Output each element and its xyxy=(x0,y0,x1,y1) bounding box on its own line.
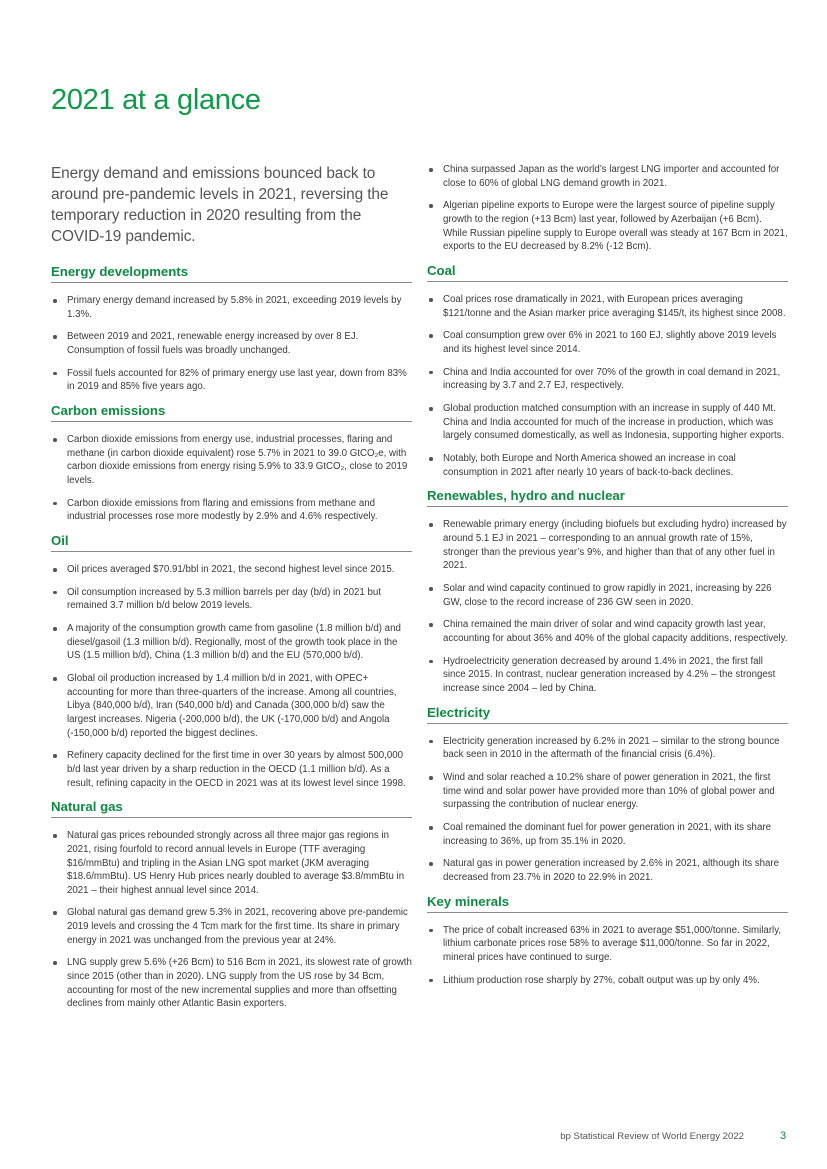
intro-paragraph: Energy demand and emissions bounced back to around pre-pandemic levels in 2021, reversing the temporary reduction in 2020 resulting from the COVID-19 pandemic. xyxy=(51,165,389,245)
section-renewables-hydro-and-nuclear xyxy=(427,488,788,695)
bullet-item: A majority of the consumption growth came from gasoline (1.8 million b/d) and diesel/gasoil (1.3 million b/d). Regionally, most of the growth took place in the US (1.5 million b/d), China (1.3 million b/d) and the EU (570,000 b/d). xyxy=(51,622,412,663)
section-heading: Key minerals xyxy=(427,894,788,913)
section-energy-developments xyxy=(51,264,412,394)
bullet-item: Between 2019 and 2021, renewable energy increased by over 8 EJ. Consumption of fossil fuels was broadly unchanged. xyxy=(51,330,412,357)
bullet-item: Coal consumption grew over 6% in 2021 to 160 EJ, slightly above 2019 levels and its highest level since 2014. xyxy=(427,329,788,356)
bullet-list xyxy=(51,433,412,524)
bullet-item: Solar and wind capacity continued to grow rapidly in 2021, increasing by 226 GW, close to the record increase of 236 GW seen in 2020. xyxy=(427,582,788,609)
bullet-item: Primary energy demand increased by 5.8% in 2021, exceeding 2019 levels by 1.3%. xyxy=(51,294,412,321)
section-heading: Electricity xyxy=(427,705,788,724)
bullet-list xyxy=(51,829,412,1011)
footer-publication: bp Statistical Review of World Energy 2022 xyxy=(560,1131,744,1142)
bullet-item: Natural gas prices rebounded strongly across all three major gas regions in 2021, rising fourfold to record annual levels in Europe (TTF averaging $16/mmBtu) and tripling in the Asian LNG spot market (JKM averaging $18.6/mmBtu). US Henry Hub prices nearly doubled to average $3.8/mmBtu in 2021 – their highest annual level since 2014. xyxy=(51,829,412,897)
bullet-item: Electricity generation increased by 6.2% in 2021 – similar to the strong bounce back seen in 2010 in the aftermath of the financial crisis (6.4%). xyxy=(427,735,788,762)
section-oil xyxy=(51,533,412,790)
bullet-list xyxy=(427,518,788,695)
right-sections xyxy=(427,263,788,987)
section-coal xyxy=(427,263,788,479)
bullet-item: Global oil production increased by 1.4 million b/d in 2021, with OPEC+ accounting for more than three-quarters of the increase. Among all countries, Libya (840,000 b/d), Iran (540,000 b/d) and Canada (300,000 b/d) saw the largest increases. Nigeria (-200,000 b/d), the UK (-170,000 b/d) and Angola (-150,000 b/d) reported the biggest declines. xyxy=(51,672,412,740)
section-heading: Carbon emissions xyxy=(51,403,412,422)
bullet-item: Algerian pipeline exports to Europe were the largest source of pipeline supply growth to the region (+13 Bcm) last year, followed by Azerbaijan (+6 Bcm). While Russian pipeline supply to Europe overall was steady at 167 Bcm in 2021, exports to the EU decreased by 8.2% (-12 Bcm). xyxy=(427,199,788,253)
bullet-item: Coal prices rose dramatically in 2021, with European prices averaging $121/tonne and the Asian marker price averaging $145/t, its highest since 2008. xyxy=(427,293,788,320)
bullet-list xyxy=(51,563,412,790)
bullet-item: LNG supply grew 5.6% (+26 Bcm) to 516 Bcm in 2021, its slowest rate of growth since 2015 (other than in 2020). LNG supply from the US rose by 34 Bcm, accounting for most of the new incremental supplies and more than offsetting declines from mainly other Atlantic Basin exporters. xyxy=(51,956,412,1010)
bullet-list xyxy=(427,924,788,988)
section-heading: Oil xyxy=(51,533,412,552)
left-sections xyxy=(51,264,412,1011)
bullet-item: Lithium production rose sharply by 27%, cobalt output was up by only 4%. xyxy=(427,974,788,988)
section-heading: Natural gas xyxy=(51,799,412,818)
bullet-item: Fossil fuels accounted for 82% of primary energy use last year, down from 83% in 2019 and 85% five years ago. xyxy=(51,367,412,394)
bullet-item: Oil consumption increased by 5.3 million barrels per day (b/d) in 2021 but remained 3.7 million b/d below 2019 levels. xyxy=(51,586,412,613)
page-title: 2021 at a glance xyxy=(51,84,261,116)
bullet-item: Coal remained the dominant fuel for power generation in 2021, with its share increasing to 36%, up from 35.1% in 2020. xyxy=(427,821,788,848)
bullet-item: Global production matched consumption with an increase in supply of 440 Mt. China and India accounted for much of the increase in production, which was largely consumed domestically, as well as Indonesia, supporting higher exports. xyxy=(427,402,788,443)
bullet-item: The price of cobalt increased 63% in 2021 to average $51,000/tonne. Similarly, lithium carbonate prices rose 58% to average $11,000/tonne. So far in 2022, mineral prices have continued to surge. xyxy=(427,924,788,965)
bullet-item: China remained the main driver of solar and wind capacity growth last year, accounting for about 36% and 40% of the global capacity additions, respectively. xyxy=(427,618,788,645)
bullet-list xyxy=(427,293,788,479)
bullet-item: China and India accounted for over 70% of the growth in coal demand in 2021, increasing by 3.7 and 2.7 EJ, respectively. xyxy=(427,366,788,393)
section-natural-gas xyxy=(51,799,412,1011)
section-electricity xyxy=(427,705,788,885)
bullet-item: China surpassed Japan as the world’s largest LNG importer and accounted for close to 60% of global LNG demand growth in 2021. xyxy=(427,163,788,190)
bullet-item: Wind and solar reached a 10.2% share of power generation in 2021, the first time wind and solar power have provided more than 10% of global power and surpassing the contribution of nuclear energy. xyxy=(427,771,788,812)
bullet-item: Notably, both Europe and North America showed an increase in coal consumption in 2021 after nearly 10 years of back-to-back declines. xyxy=(427,452,788,479)
bullet-item: Carbon dioxide emissions from flaring and emissions from methane and industrial processes rose more modestly by 2.9% and 4.6% respectively. xyxy=(51,497,412,524)
bullet-item: Natural gas in power generation increased by 2.6% in 2021, although its share decreased from 23.7% in 2020 to 22.9% in 2021. xyxy=(427,857,788,884)
bullet-list xyxy=(427,735,788,885)
natural-gas-continued-list xyxy=(427,163,788,254)
section-heading: Energy developments xyxy=(51,264,412,283)
bullet-item: Renewable primary energy (including biofuels but excluding hydro) increased by around 5.1 EJ in 2021 – corresponding to an annual growth rate of 15%, stronger than the previous year’s 9%, and higher than that of any other fuel in 2021. xyxy=(427,518,788,572)
section-heading: Renewables, hydro and nuclear xyxy=(427,488,788,507)
left-column xyxy=(51,163,412,1020)
bullet-item: Global natural gas demand grew 5.3% in 2021, recovering above pre-pandemic 2019 levels and crossing the 4 Tcm mark for the first time. Its share in primary energy in 2021 was unchanged from the previous year at 24%. xyxy=(51,906,412,947)
bullet-list xyxy=(51,294,412,394)
section-heading: Coal xyxy=(427,263,788,282)
bullet-item: Carbon dioxide emissions from energy use, industrial processes, flaring and methane (in carbon dioxide equivalent) rose 5.7% in 2021 to 39.0 GtCO₂e, with carbon dioxide emissions from energy rising 5.9% to 33.9 GtCO₂, close to 2019 levels. xyxy=(51,433,412,487)
right-column xyxy=(427,163,788,997)
bullet-item: Hydroelectricity generation decreased by around 1.4% in 2021, the first fall since 2015. In contrast, nuclear generation increased by 4.2% – the strongest increase since 2004 – led by China. xyxy=(427,655,788,696)
section-carbon-emissions xyxy=(51,403,412,524)
bullet-item: Refinery capacity declined for the first time in over 30 years by almost 500,000 b/d last year driven by a sharp reduction in the OECD (1.1 million b/d). As a result, refining capacity in the OECD in 2021 was at its lowest level since 1998. xyxy=(51,749,412,790)
page-number: 3 xyxy=(780,1130,787,1142)
bullet-item: Oil prices averaged $70.91/bbl in 2021, the second highest level since 2015. xyxy=(51,563,412,577)
section-key-minerals xyxy=(427,894,788,988)
